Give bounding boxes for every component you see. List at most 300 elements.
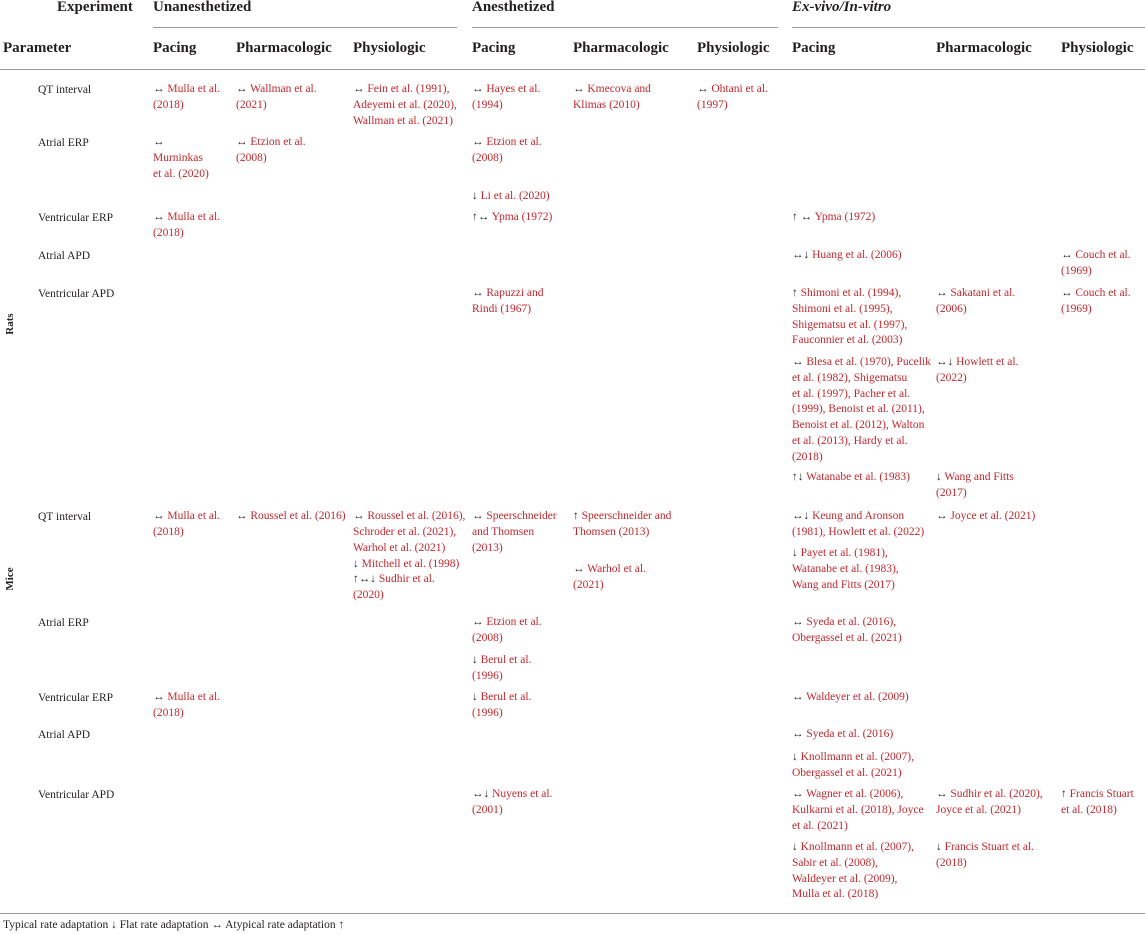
citation-text: Klimas (2010) [573,98,640,111]
citation-text: et al. (1997), Pacher et al. [792,387,911,400]
citation-line [472,631,542,647]
citation-text: Waldeyer et al. (2009), [792,872,898,885]
citation-cell [792,615,902,647]
citation-cell [792,248,902,264]
citation-text: Kulkarni et al. (2018), Joyce [792,803,924,816]
citation-line [792,872,914,888]
citation-line [792,578,899,594]
rate-arrow: ↑ [792,287,798,299]
citation-line [792,525,924,541]
citation-text: Warhol et al. [587,563,646,575]
citation-cell [236,509,346,525]
citation-text: Nuyens et al. [492,788,553,800]
rate-arrow: ↔ [792,728,804,740]
citation-cell [792,840,914,903]
rate-arrow: ↔ [573,83,585,95]
citation-line [1061,302,1131,318]
rate-arrow: ↔ [472,616,484,628]
rate-arrow: ↔ [472,83,484,95]
citation-line [472,706,531,722]
citation-text: Hayes et al. [486,83,541,95]
citation-text: (2017) [936,486,967,499]
citation-text: Knollmann et al. (2007), [800,841,915,853]
citation-line [792,248,902,264]
citation-text: Rindi (1967) [472,302,532,315]
rate-arrow: ↔ [792,691,804,703]
citation-line [353,557,459,573]
citation-cell [792,690,909,706]
citation-text: Couch et al. [1075,287,1131,299]
citation-cell [792,210,875,226]
param-rats-ventricular-erp: Ventricular ERP [38,212,114,224]
citation-cell [472,210,552,226]
citation-text: et al. (2021) [792,819,848,832]
citation-line [792,333,907,349]
citation-line [792,631,902,647]
citation-text: Francis Stuart [1069,788,1134,800]
citation-text: (2022) [936,371,967,384]
citation-cell [236,82,317,114]
citation-line [792,546,899,562]
citation-cell [697,82,768,114]
citation-line [1061,803,1134,819]
citation-cell [936,286,1015,318]
citation-text: (1969) [1061,302,1092,315]
citation-line [936,355,1018,371]
citation-text: Sudhir et al. (2020), [950,788,1043,800]
rate-arrow: ↓ [792,547,798,559]
rate-arrow: ↔ [1061,287,1073,299]
rate-arrow: ↓ [936,841,942,853]
citation-line [792,690,909,706]
citation-text: (2013) [472,541,503,554]
citation-cell [353,82,457,129]
citation-cell [936,355,1018,387]
citation-line [792,887,914,903]
citation-line [792,803,924,819]
citation-cell [792,355,931,466]
citation-text: Joyce et al. (2021) [950,510,1036,522]
citation-line [472,787,552,803]
citation-line [697,82,768,98]
citation-text: Berul et al. [480,654,532,666]
citation-text: (2018) [792,450,823,463]
citation-line [353,572,435,588]
citation-cell [936,509,1035,525]
citation-text: Howlett et al. [956,356,1019,368]
citation-text: Rapuzzi and [486,287,544,299]
rate-arrow: ↓ [472,691,478,703]
bottom-rule [0,913,1145,914]
citation-line [472,135,542,151]
citation-line [936,803,1043,819]
citation-line [153,82,220,98]
citation-text: Obergassel et al. (2021) [792,631,902,644]
citation-text: Syeda et al. (2016), [806,616,897,628]
rate-arrow: ↔ [936,788,948,800]
citation-text: Adeyemi et al. (2020), [353,98,457,111]
citation-text: Fein et al. (1991), [367,83,450,95]
citation-text: Roussel et al. (2016) [250,510,346,522]
citation-line [936,840,1034,856]
param-mice-qt: QT interval [38,511,92,523]
citation-text: Syeda et al. (2016) [806,728,894,740]
rate-arrow: ↔ [1061,249,1073,261]
group-exvivo: Ex-vivo/In-vitro [792,0,892,15]
citation-text: (2021) [573,578,604,591]
citation-text: (2018) [153,98,184,111]
citation-line [472,615,542,631]
citation-text: et al. (2018) [1061,803,1117,816]
citation-text: Francis Stuart et al. [944,841,1035,853]
citation-text: Warhol et al. (2021) [353,541,446,554]
param-mice-ventricular-erp: Ventricular ERP [38,692,114,704]
citation-line [792,318,907,334]
species-mice: Mice [4,567,16,591]
citation-text: Schroder et al. (2021), [353,525,457,538]
citation-line [573,525,671,541]
citation-line [472,82,540,98]
citation-cell [236,135,306,167]
citation-text: et al. (1982), Shigematsu [792,371,908,384]
citation-line [472,210,552,226]
citation-cell [472,690,531,722]
rate-arrow: ↔ [792,788,804,800]
citation-line [936,787,1043,803]
citation-text: (2008) [472,151,503,164]
citation-text: Watanabe et al. (1983) [806,471,910,483]
citation-line [1061,264,1131,280]
citation-text: Obergassel et al. (2021) [792,766,902,779]
rate-arrow: ↔↓ [792,510,810,522]
citation-line [936,286,1015,302]
citation-line [472,653,531,669]
citation-line [792,418,931,434]
citation-text: Berul et al. [480,691,532,703]
citation-text: Sudhir et al. [378,573,435,585]
citation-text: Thomsen (2013) [573,525,650,538]
citation-line [353,114,457,130]
citation-text: Shimoni et al. (1994), [800,287,902,299]
citation-text: Speerschneider [486,510,557,522]
citation-cell [1061,286,1131,318]
citation-text: Shimoni et al. (1995), [792,302,893,315]
col-un-physiologic: Physiologic [353,40,426,56]
rate-arrow: ↔ [236,510,248,522]
rate-arrow: ↔ [153,83,165,95]
citation-line [573,98,651,114]
citation-cell [153,210,220,242]
citation-text: Huang et al. (2006) [812,249,902,261]
rate-arrow: ↔ [936,510,948,522]
rate-arrow: ↔ [697,83,709,95]
citation-line [792,766,914,782]
citation-text: Etzion et al. [250,136,306,148]
col-un-pharmacologic: Pharmacologic [236,40,332,56]
citation-line [236,151,306,167]
citation-line [353,82,457,98]
citation-line [472,189,550,205]
citation-line [936,856,1034,872]
citation-cell [792,750,914,782]
citation-line [153,167,209,183]
rate-arrow: ↔↓ [792,249,810,261]
rate-arrow: ↓ [472,654,478,666]
citation-text: Roussel et al. (2016), [367,510,466,522]
citation-cell [1061,248,1131,280]
citation-text: (2018) [153,706,184,719]
citation-line [792,509,924,525]
rate-arrow: ↔ [236,83,248,95]
citation-text: Mitchell et al. (1998) [361,558,460,570]
rate-arrow: ↓ [792,751,798,763]
citation-line [153,706,220,722]
citation-line [792,856,914,872]
citation-cell [792,727,893,743]
col-un-pacing: Pacing [153,40,197,56]
group-rule-anesthetized [472,27,778,28]
citation-cell [472,653,531,685]
rate-arrow: ↓ [353,558,359,570]
citation-cell [472,135,542,167]
citation-text: and Thomsen [472,525,535,538]
citation-line [353,525,465,541]
citation-cell [472,509,557,556]
citation-text: Wang and Fitts [944,471,1014,483]
citation-line [936,486,1014,502]
citation-line [353,509,465,525]
rate-arrow: ↔ [472,287,484,299]
rate-arrow: ↓ [472,190,478,202]
citation-line [936,371,1018,387]
citation-line [792,615,902,631]
experiment-header: Experiment [57,0,133,15]
citation-text: Speerschneider and [581,510,672,522]
citation-text: Etzion et al. [486,616,542,628]
citation-cell [153,509,220,541]
citation-text: Etzion et al. [486,136,542,148]
citation-line [792,355,931,371]
citation-text: (2006) [936,302,967,315]
citation-cell [936,470,1014,502]
citation-line [936,470,1014,486]
rate-arrow: ↔ [792,356,804,368]
citation-cell [1061,787,1134,819]
parameter-header: Parameter [3,40,72,56]
param-mice-atrial-apd: Atrial APD [38,729,91,741]
species-rats: Rats [4,313,16,335]
group-rule-exvivo [792,27,1145,28]
citation-text: Blesa et al. (1970), Pucelik [806,356,931,368]
citation-line [792,840,914,856]
col-ex-pacing: Pacing [792,40,836,56]
citation-line [472,803,552,819]
rate-arrow: ↑↔↓ [353,573,376,585]
citation-text: (2020) [353,588,384,601]
citation-cell [353,509,465,556]
citation-cell [792,470,910,486]
citation-line [153,98,220,114]
citation-text: (2008) [472,631,503,644]
citation-text: Knollmann et al. (2007), [800,751,915,763]
rate-arrow: ↔ [153,691,165,703]
citation-line [1061,787,1134,803]
citation-text: Kmecova and [587,83,651,95]
param-rats-atrial-erp: Atrial ERP [38,137,89,149]
citation-text: (1994) [472,98,503,111]
rate-arrow: ↔↓ [472,788,490,800]
citation-line [472,151,542,167]
citation-text: (1981), Howlett et al. (2022) [792,525,925,538]
citation-line [573,509,671,525]
citation-text: Payet et al. (1981), [800,547,888,559]
citation-text: Waldeyer et al. (2009) [806,691,909,703]
citation-cell [792,509,924,541]
rate-arrow: ↓ [936,471,942,483]
citation-text: Ypma (1972) [814,211,876,223]
rate-arrow: ↑ ↔ [792,211,813,223]
col-an-pacing: Pacing [472,40,516,56]
citation-line [792,302,907,318]
citation-line [153,509,220,525]
citation-line [353,98,457,114]
citation-cell [472,286,544,318]
citation-line [153,525,220,541]
citation-line [236,82,317,98]
citation-text: (1996) [472,669,503,682]
citation-line [153,226,220,242]
citation-text: Benoist et al. (2012), Walton [792,419,925,432]
citation-cell [153,135,209,182]
citation-text: Mulla et al. [167,211,221,223]
citation-cell [936,840,1034,872]
citation-cell [573,509,671,541]
citation-text: (1997) [697,98,728,111]
citation-text: (2018) [153,226,184,239]
citation-line [472,509,557,525]
col-ex-physiologic: Physiologic [1061,40,1134,56]
citation-text: Ypma (1972) [491,211,553,223]
citation-text: (1969) [1061,264,1092,277]
citation-line [792,286,907,302]
citation-text: (2008) [236,151,267,164]
citation-line [936,302,1015,318]
citation-cell [792,787,924,834]
group-unanesthetized: Unanesthetized [153,0,252,15]
rate-arrow: ↔↓ [936,356,954,368]
citation-text: Mulla et al. (2018) [792,888,879,901]
header-rule [0,69,1145,70]
citation-line [153,135,209,151]
citation-text: Murninkas [153,151,203,164]
citation-line [697,98,768,114]
citation-text: Couch et al. [1075,249,1131,261]
param-mice-atrial-erp: Atrial ERP [38,617,89,629]
legend-footnote: Typical rate adaptation ↓ Flat rate adaptation ↔ Atypical rate adaptation ↑ [3,919,345,931]
citation-line [236,98,317,114]
citation-text: Wagner et al. (2006), [806,788,904,800]
citation-line [472,302,544,318]
citation-text: Wang and Fitts (2017) [792,578,895,591]
citation-line [792,371,931,387]
rate-arrow: ↔ [153,510,165,522]
citation-text: Sabir et al. (2008), [792,856,878,869]
col-ex-pharmacologic: Pharmacologic [936,40,1032,56]
citation-cell [472,787,552,819]
citation-text: et al. (2013), Hardy et al. [792,434,908,447]
citation-line [472,525,557,541]
citation-cell [472,82,540,114]
rate-arrow: ↑ [573,510,579,522]
citation-line [1061,286,1131,302]
citation-line [153,690,220,706]
citation-line [792,387,931,403]
citation-line [472,541,557,557]
rate-arrow: ↔ [153,136,165,148]
citation-line [1061,248,1131,264]
citation-line [153,151,209,167]
citation-cell [153,82,220,114]
citation-line [792,434,931,450]
citation-text: (1999), Benoist et al. (2011), [792,403,925,416]
citation-line [472,98,540,114]
citation-text: (1996) [472,706,503,719]
citation-text: Mulla et al. [167,510,221,522]
citation-cell [573,562,646,594]
citation-cell [573,82,651,114]
citation-text: Watanabe et al. (1983), [792,562,899,575]
rate-arrow: ↔ [236,136,248,148]
citation-cell [472,615,542,647]
col-an-physiologic: Physiologic [697,40,770,56]
rate-arrow: ↔ [353,510,365,522]
rate-arrow: ↑ [1061,788,1067,800]
citation-cell [353,572,435,604]
citation-cell [472,189,550,205]
citation-text: Wallman et al. (2021) [353,114,453,127]
citation-line [573,562,646,578]
param-rats-qt: QT interval [38,84,92,96]
rate-arrow: ↔ [792,616,804,628]
citation-line [792,562,899,578]
citation-line [792,470,910,486]
citation-cell [353,557,459,573]
param-rats-ventricular-apd: Ventricular APD [38,288,115,300]
citation-line [236,509,346,525]
citation-cell [936,787,1043,819]
citation-line [236,135,306,151]
citation-text: et al. (2020) [153,167,209,180]
citation-line [792,819,924,835]
citation-line [472,690,531,706]
citation-line [153,210,220,226]
citation-line [573,578,646,594]
citation-line [792,450,931,466]
rate-arrow: ↑↔ [472,211,490,223]
group-rule-unanesthetized [153,27,457,28]
citation-text: Mulla et al. [167,83,221,95]
citation-line [936,509,1035,525]
citation-line [472,669,531,685]
col-an-pharmacologic: Pharmacologic [573,40,669,56]
rate-arrow: ↔ [472,136,484,148]
citation-text: Ohtani et al. [711,83,768,95]
param-rats-atrial-apd: Atrial APD [38,250,91,262]
citation-line [353,541,465,557]
rate-arrow: ↔ [353,83,365,95]
citation-line [792,787,924,803]
citation-text: (2001) [472,803,503,816]
